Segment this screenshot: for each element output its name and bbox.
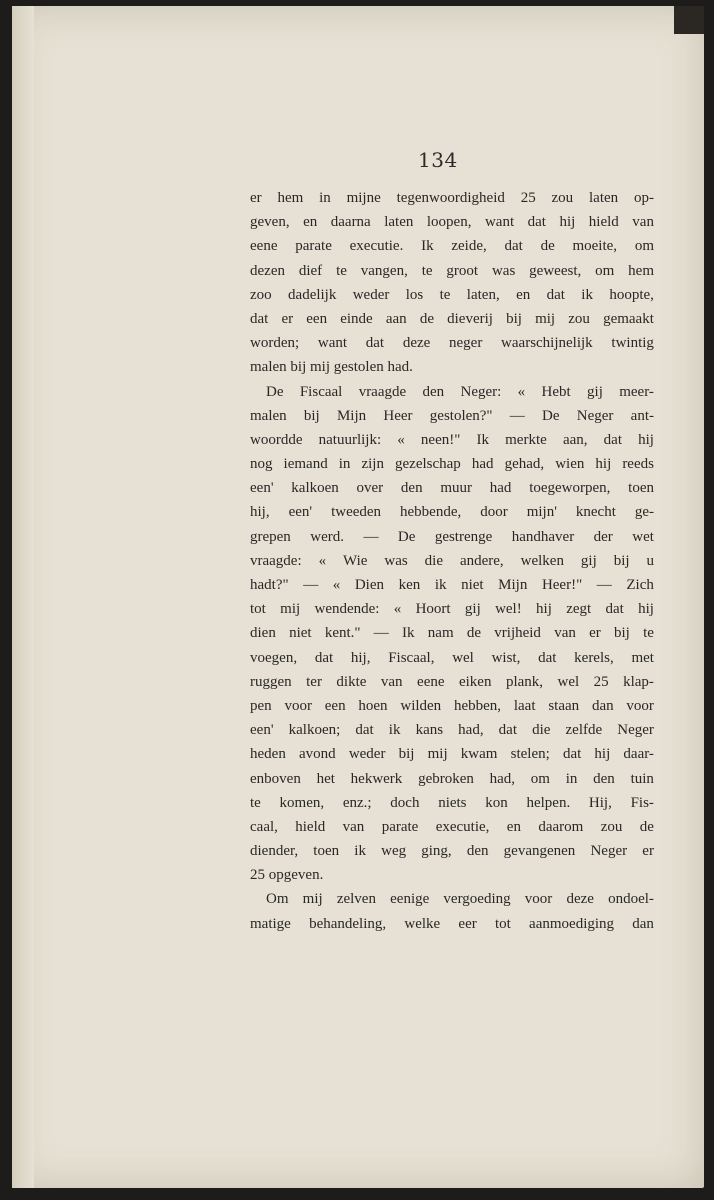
text-line: 25 opgeven. bbox=[250, 867, 324, 884]
text-line: voegen, dat hij, Fiscaal, wel wist, dat kerels, met bbox=[250, 649, 654, 666]
text-line: hadt?" — « Dien ken ik niet Mijn Heer!" — Zich bbox=[250, 577, 654, 593]
text-line: eene parate executie. Ik zeide, dat de moeite, om bbox=[250, 238, 654, 255]
text-line: heden avond weder bij mij kwam stelen; dat hij daar- bbox=[250, 746, 654, 763]
body-text bbox=[250, 186, 654, 936]
text-line: matige behandeling, welke eer tot aanmoediging dan bbox=[250, 915, 654, 932]
text-line: nog iemand in zijn gezelschap had gehad, wien hij reeds bbox=[250, 456, 654, 473]
text-line: enboven het hekwerk gebroken had, om in den tuin bbox=[250, 770, 654, 787]
text-line: grepen werd. — De gestrenge handhaver der wet bbox=[250, 528, 654, 545]
text-line: worden; want dat deze neger waarschijnelijk twintig bbox=[250, 335, 654, 352]
text-line: zoo dadelijk weder los te laten, en dat ik hoopte, bbox=[250, 286, 654, 303]
text-line: er hem in mijne tegenwoordigheid 25 zou laten op- bbox=[250, 190, 654, 206]
page-corner bbox=[674, 6, 704, 34]
text-line: dat er een einde aan de dieverij bij mij zou gemaakt bbox=[250, 310, 654, 327]
text-line: diender, toen ik weg ging, den gevangenen Neger er bbox=[250, 843, 654, 860]
text-line: malen bij mij gestolen had. bbox=[250, 359, 413, 376]
text-line: een' kalkoen; dat ik kans had, dat die zelfde Neger bbox=[250, 722, 654, 739]
text-line: vraagde: « Wie was die andere, welken gij bij u bbox=[250, 552, 654, 569]
page-number: 134 bbox=[418, 148, 458, 172]
text-line: tot mij wendende: « Hoort gij wel! hij zegt dat hij bbox=[250, 601, 654, 618]
text-line: caal, hield van parate executie, en daarom zou de bbox=[250, 818, 654, 835]
text-line: De Fiscaal vraagde den Neger: « Hebt gij meer- bbox=[266, 383, 654, 400]
text-line: ruggen ter dikte van eene eiken plank, wel 25 klap- bbox=[250, 673, 654, 690]
text-line: geven, en daarna laten loopen, want dat hij hield van bbox=[250, 214, 654, 231]
text-line: te komen, enz.; doch niets kon helpen. Hij, Fis- bbox=[250, 794, 654, 811]
text-line: Om mij zelven eenige vergoeding voor deze ondoel- bbox=[266, 891, 654, 908]
text-line: een' kalkoen over den muur had toegeworpen, toen bbox=[250, 480, 654, 497]
text-line: woordde natuurlijk: « neen!" Ik merkte aan, dat hij bbox=[250, 431, 654, 448]
page-edge bbox=[12, 6, 34, 1188]
text-line: pen voor een hoen wilden hebben, laat staan dan voor bbox=[250, 697, 654, 714]
text-line: malen bij Mijn Heer gestolen?" — De Neger ant- bbox=[250, 407, 654, 424]
text-line: dezen dief te vangen, te groot was geweest, om hem bbox=[250, 262, 654, 279]
text-line: hij, een' tweeden hebbende, door mijn' knecht ge- bbox=[250, 504, 654, 521]
text-line: dien niet kent." — Ik nam de vrijheid van er bij te bbox=[250, 625, 654, 642]
